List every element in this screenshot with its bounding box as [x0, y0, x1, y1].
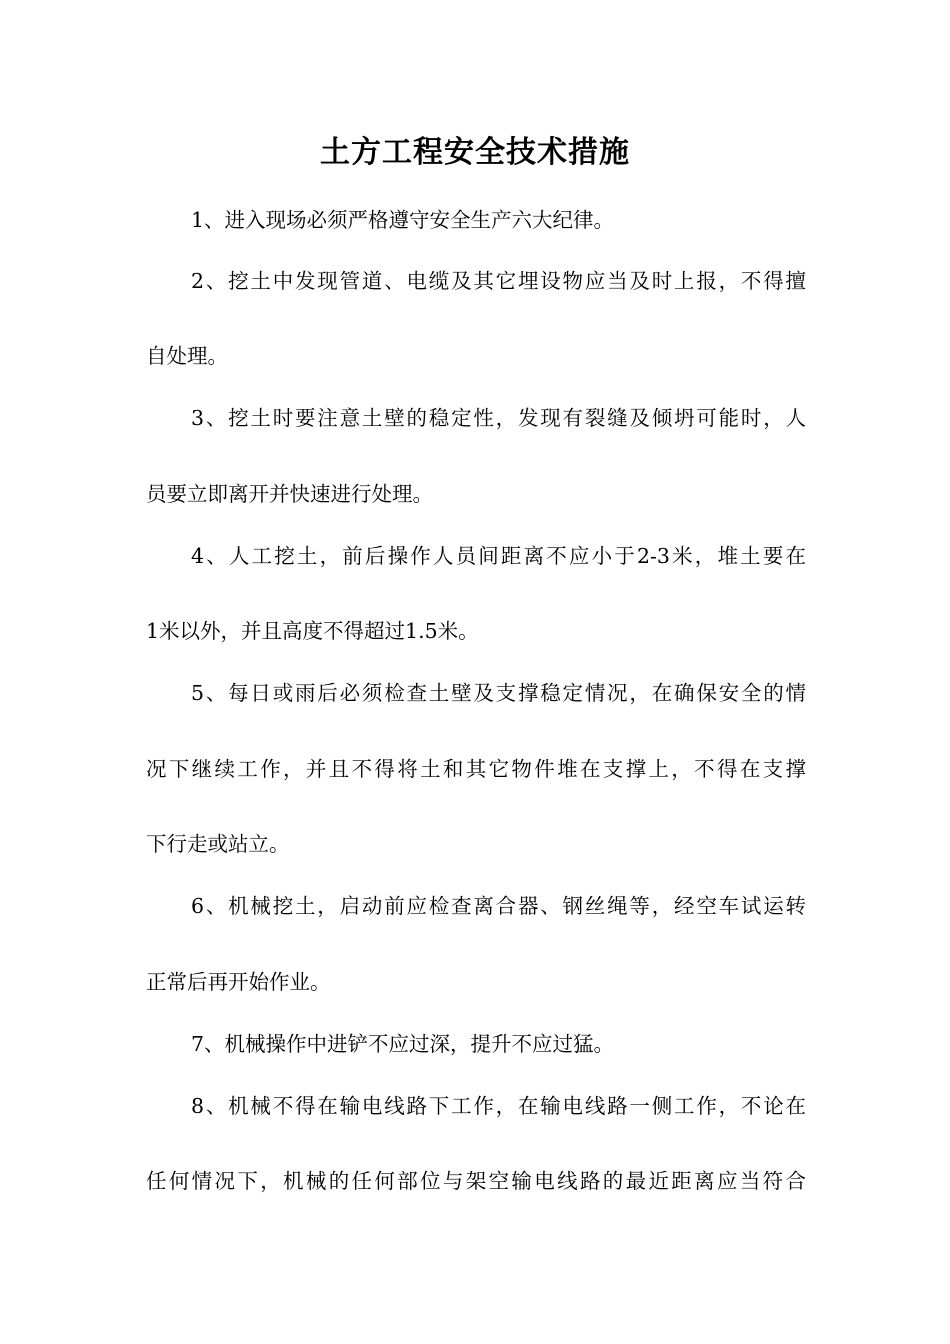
paragraph-4-line-1: 4、人工挖土，前后操作人员间距离不应小于2-3米，堆土要在	[191, 544, 806, 568]
paragraph-1-line-1: 1、进入现场必须严格遵守安全生产六大纪律。	[191, 208, 615, 232]
paragraph-4-line-2: 1米以外，并且高度不得超过1.5米。	[146, 619, 479, 643]
paragraph-6-line-1: 6、机械挖土，启动前应检查离合器、钢丝绳等，经空车试运转	[191, 894, 806, 918]
paragraph-2-line-2: 自处理。	[146, 344, 228, 368]
paragraph-5-line-2: 况下继续工作，并且不得将土和其它物件堆在支撑上，不得在支撑	[146, 757, 806, 781]
paragraph-8-line-1: 8、机械不得在输电线路下工作，在输电线路一侧工作，不论在	[191, 1094, 806, 1118]
paragraph-6-line-2: 正常后再开始作业。	[146, 970, 331, 994]
document-title: 土方工程安全技术措施	[320, 135, 630, 170]
paragraph-5-line-3: 下行走或站立。	[146, 832, 290, 856]
paragraph-5-line-1: 5、每日或雨后必须检查土壁及支撑稳定情况，在确保安全的情	[191, 681, 806, 705]
paragraph-8-line-2: 任何情况下，机械的任何部位与架空输电线路的最近距离应当符合	[146, 1169, 806, 1193]
paragraph-7-line-1: 7、机械操作中进铲不应过深，提升不应过猛。	[191, 1032, 615, 1056]
paragraph-3-line-2: 员要立即离开并快速进行处理。	[146, 482, 433, 506]
paragraph-2-line-1: 2、挖土中发现管道、电缆及其它埋设物应当及时上报，不得擅	[191, 269, 806, 293]
paragraph-3-line-1: 3、挖土时要注意土壁的稳定性，发现有裂缝及倾坍可能时，人	[191, 406, 806, 430]
